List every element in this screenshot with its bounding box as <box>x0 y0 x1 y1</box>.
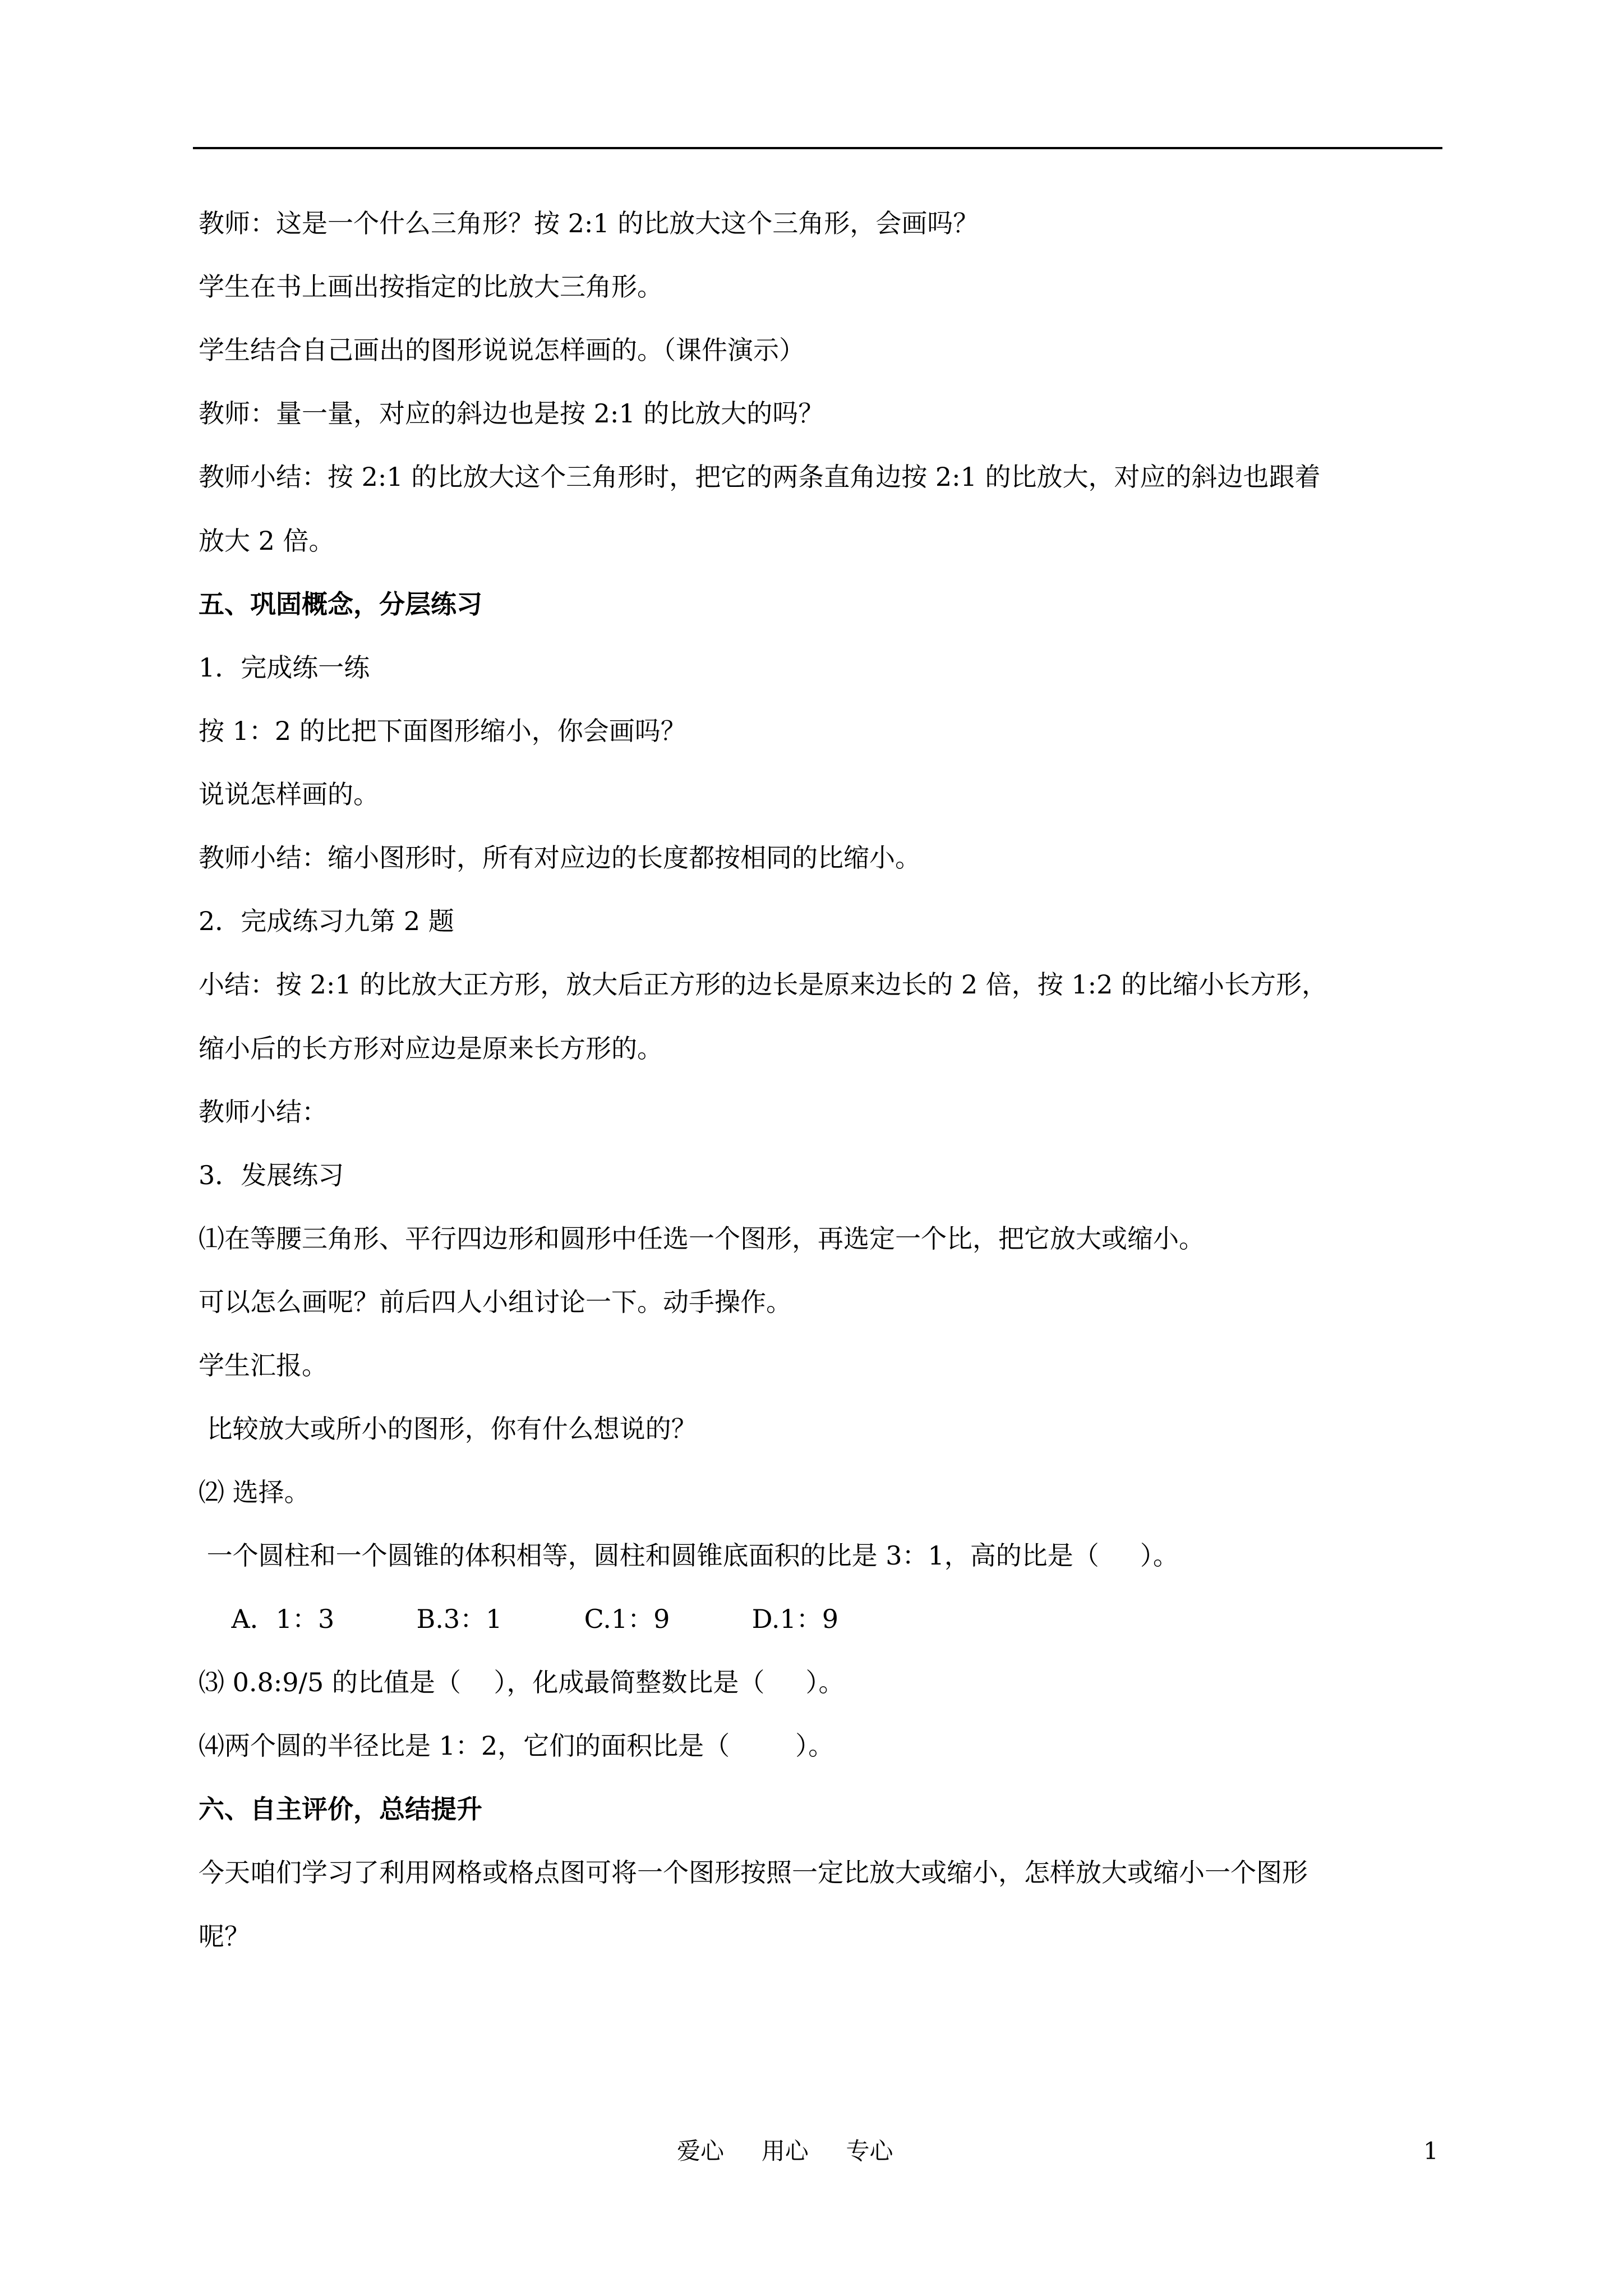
question-text: ⑶ 0.8:9/5 的比值是（ ），化成最简整数比是（ ）。 <box>199 1667 845 1697</box>
text-line: 可以怎么画呢？前后四人小组讨论一下。动手操作。 <box>199 1287 792 1317</box>
footer-motto: 爱心 用心 专心 <box>677 2137 893 2165</box>
text-line: 放大 2 倍。 <box>199 526 335 556</box>
text-line: 1．完成练一练 <box>199 652 370 683</box>
answer-options: A．1：3 B.3：1 C.1：9 D.1：9 <box>199 1604 838 1634</box>
text-line: 3．发展练习 <box>199 1160 344 1190</box>
text-line: 比较放大或所小的图形，你有什么想说的？ <box>199 1414 697 1444</box>
text-line: 教师小结： <box>199 1097 328 1127</box>
text-line: 呢？ <box>199 1921 250 1952</box>
text-line: 教师：量一量，对应的斜边也是按 2:1 的比放大的吗？ <box>199 398 824 429</box>
section-heading: 五、巩固概念，分层练习 <box>199 589 482 619</box>
text-line: 学生汇报。 <box>199 1350 328 1381</box>
text-line: ⑵ 选择。 <box>199 1477 310 1507</box>
text-line: 教师小结：缩小图形时，所有对应边的长度都按相同的比缩小。 <box>199 843 921 873</box>
text-line: 今天咱们学习了利用网格或格点图可将一个图形按照一定比放大或缩小，怎样放大或缩小一个图形 <box>199 1857 1308 1888</box>
header-rule <box>193 147 1442 149</box>
text-line: 2．完成练习九第 2 题 <box>199 906 454 936</box>
question-text: 一个圆柱和一个圆锥的体积相等，圆柱和圆锥底面积的比是 3：1，高的比是（ ）。 <box>199 1540 1179 1571</box>
text-line: 教师小结：按 2:1 的比放大这个三角形时，把它的两条直角边按 2:1 的比放大，对应的斜边也跟着 <box>199 462 1321 492</box>
text-line: 教师：这是一个什么三角形？按 2:1 的比放大这个三角形，会画吗？ <box>199 208 979 238</box>
text-line: 按 1：2 的比把下面图形缩小，你会画吗？ <box>199 716 686 746</box>
text-line: 说说怎样画的。 <box>199 779 379 809</box>
text-line: 小结：按 2:1 的比放大正方形，放大后正方形的边长是原来边长的 2 倍，按 1:2 的比缩小长方形， <box>199 969 1328 1000</box>
text-line: 学生结合自己画出的图形说说怎样画的。（课件演示） <box>199 335 805 365</box>
text-line: ⑴在等腰三角形、平行四边形和圆形中任选一个图形，再选定一个比，把它放大或缩小。 <box>199 1223 1205 1254</box>
text-line: 学生在书上画出按指定的比放大三角形。 <box>199 272 663 302</box>
page-number: 1 <box>1423 2137 1438 2165</box>
text-line: 缩小后的长方形对应边是原来长方形的。 <box>199 1033 663 1064</box>
document-body <box>199 208 1455 1984</box>
page-footer <box>0 2134 1623 2168</box>
question-text: ⑷两个圆的半径比是 1：2，它们的面积比是（ ）。 <box>199 1731 834 1761</box>
section-heading: 六、自主评价，总结提升 <box>199 1794 482 1824</box>
